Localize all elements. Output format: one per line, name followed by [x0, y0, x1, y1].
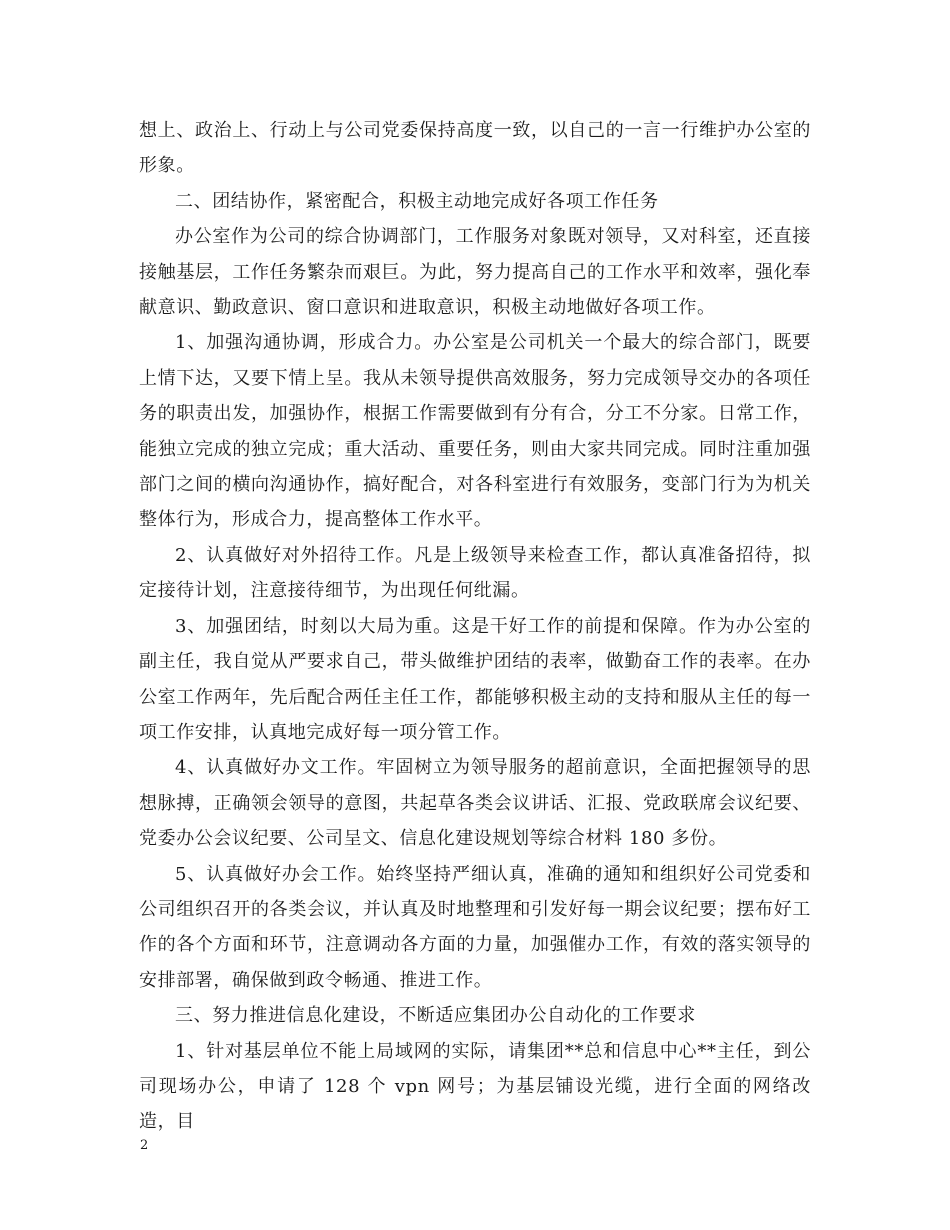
section-heading-3: 三、努力推进信息化建设，不断适应集团办公自动化的工作要求 — [175, 1005, 696, 1027]
document-body — [139, 113, 811, 1140]
list-item-paragraph: 3、加强团结，时刻以大局为重。这是干好工作的前提和保障。作为办公室的副主任，我自觉从严要求自己，带头做维护团结的表率，做勤奋工作的表率。在办公室工作两年，先后配合两任主任工作，都能够积极主动的支持和服从主任的每一项工作安排，认真地完成好每一项分管工作。 — [139, 615, 811, 743]
page-number: 2 — [140, 1138, 149, 1153]
list-item-paragraph: 1、针对基层单位不能上局域网的实际，请集团**总和信息中心**主任，到公司现场办公，申请了 128 个 vpn 网号；为基层铺设光缆，进行全面的网络改造，目 — [139, 1040, 811, 1133]
paragraph-continuation: 想上、政治上、行动上与公司党委保持高度一致，以自己的一言一行维护办公室的形象。 — [139, 120, 811, 177]
section-heading-2: 二、团结协作，紧密配合，积极主动地完成好各项工作任务 — [175, 190, 659, 212]
list-item-paragraph: 4、认真做好办文工作。牢固树立为领导服务的超前意识，全面把握领导的思想脉搏，正确领会领导的意图，共起草各类会议讲话、汇报、党政联席会议纪要、党委办公会议纪要、公司呈文、信息化建设规划等综合材料 180 多份。 — [139, 757, 811, 850]
list-item-paragraph: 5、认真做好办会工作。始终坚持严细认真，准确的通知和组织好公司党委和公司组织召开的各类会议，并认真及时地整理和引发好每一期会议纪要；摆布好工作的各个方面和环节，注意调动各方面的力量，加强催办工作，有效的落实领导的安排部署，确保做到政令畅通、推进工作。 — [139, 863, 811, 991]
list-item-paragraph: 1、加强沟通协调，形成合力。办公室是公司机关一个最大的综合部门，既要上情下达，又要下情上呈。我从未领导提供高效服务，努力完成领导交办的各项任务的职责出发，加强协作，根据工作需要做到有分有合，分工不分家。日常工作，能独立完成的独立完成；重大活动、重要任务，则由大家共同完成。同时注重加强部门之间的横向沟通协作，搞好配合，对各科室进行有效服务，变部门行为为机关整体行为，形成合力，提高整体工作水平。 — [139, 332, 811, 531]
paragraph: 办公室作为公司的综合协调部门，工作服务对象既对领导，又对科室，还直接接触基层，工作任务繁杂而艰巨。为此，努力提高自己的工作水平和效率，强化奉献意识、勤政意识、窗口意识和进取意识，积极主动地做好各项工作。 — [139, 226, 811, 319]
list-item-paragraph: 2、认真做好对外招待工作。凡是上级领导来检查工作，都认真准备招待，拟定接待计划，注意接待细节，为出现任何纰漏。 — [139, 544, 811, 602]
